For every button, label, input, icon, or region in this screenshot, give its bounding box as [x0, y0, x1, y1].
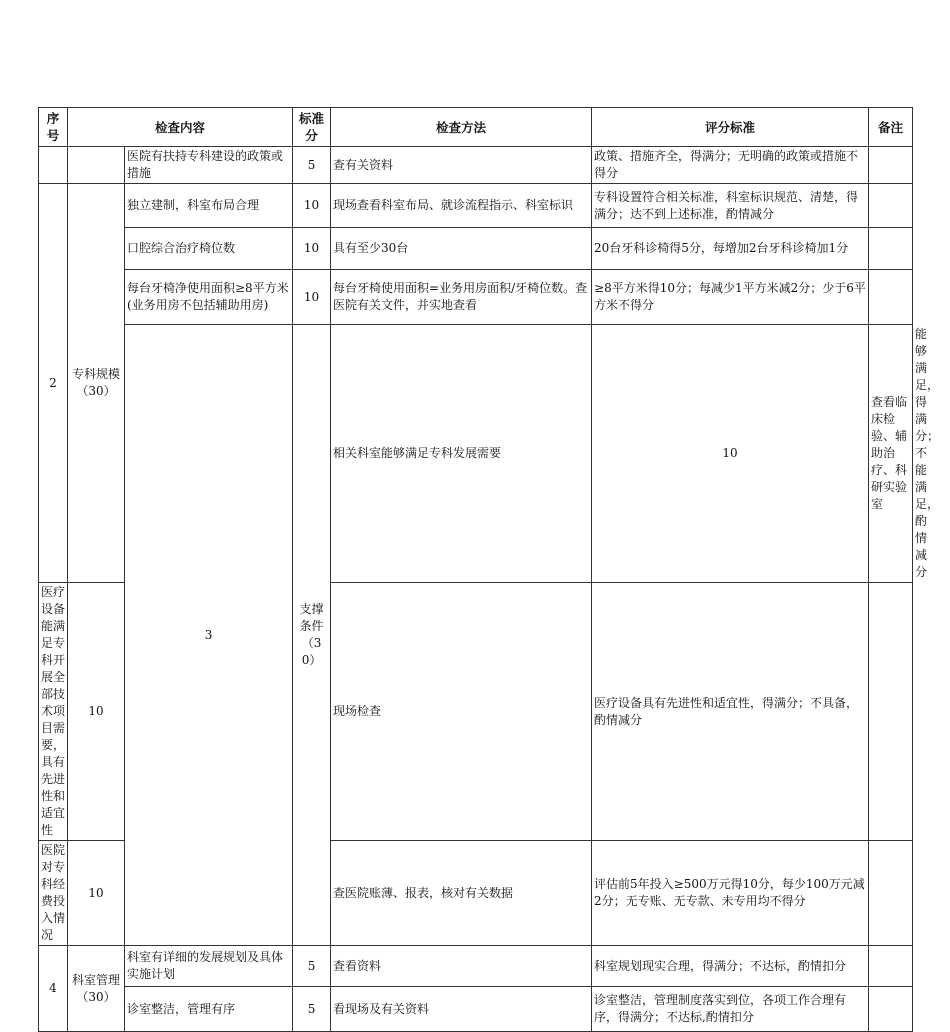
criteria-cell: 评估前5年投入≥500万元得10分，每少100万元减2分；无专账、无专款、未专用均不得分 — [592, 841, 869, 946]
remark-cell — [869, 987, 913, 1032]
group-name — [293, 325, 331, 946]
criteria-cell: 医疗设备具有先进性和适宜性，得满分；不具备，酌情减分 — [592, 583, 869, 841]
remark-cell — [869, 147, 913, 184]
group-points: （30） — [301, 636, 322, 667]
method-cell: 查看资料 — [331, 946, 592, 987]
group-name — [68, 147, 125, 184]
table-row — [39, 147, 913, 184]
criteria-cell: 政策、措施齐全，得满分；无明确的政策或措施不得分 — [592, 147, 869, 184]
criteria-cell: 专科设置符合相关标准，科室标识规范、清楚，得满分；达不到上述标准，酌情减分 — [592, 184, 869, 228]
item-cell: 诊室整洁，管理有序 — [125, 987, 293, 1032]
header-method: 检查方法 — [331, 108, 592, 147]
method-cell: 查医院账薄、报表，核对有关数据 — [331, 841, 592, 946]
score-cell: 10 — [68, 583, 125, 841]
item-cell: 医疗设备能满足专科开展全部技术项目需要，具有先进性和适宜性 — [39, 583, 68, 841]
method-cell: 每台牙椅使用面积=业务用房面积/牙椅位数。查医院有关文件，并实地查看 — [331, 270, 592, 325]
group-title: 支撑条件 — [299, 602, 324, 633]
item-cell: 独立建制，科室布局合理 — [125, 184, 293, 228]
method-cell: 查有关资料 — [331, 147, 592, 184]
header-row — [39, 108, 913, 147]
inspection-table — [38, 107, 940, 1032]
header-remark: 备注 — [869, 108, 913, 147]
score-cell: 5 — [293, 147, 331, 184]
score-cell: 10 — [592, 325, 869, 583]
group-no — [39, 147, 68, 184]
method-cell: 看现场及有关资料 — [331, 987, 592, 1032]
group-no: 4 — [39, 946, 68, 1032]
header-no: 序号 — [39, 108, 68, 147]
group-title: 科室管理 — [71, 972, 120, 987]
score-cell: 10 — [68, 841, 125, 946]
item-cell: 相关科室能够满足专科发展需要 — [331, 325, 592, 583]
table-row — [39, 228, 913, 270]
score-cell: 10 — [293, 184, 331, 228]
remark-cell — [869, 270, 913, 325]
method-cell: 具有至少30台 — [331, 228, 592, 270]
score-cell: 10 — [293, 270, 331, 325]
table-row — [39, 987, 913, 1032]
remark-cell — [869, 184, 913, 228]
group-name — [68, 184, 125, 583]
table-row — [39, 184, 913, 228]
group-no: 2 — [39, 184, 68, 583]
remark-cell — [869, 841, 913, 946]
group-points: （30） — [76, 384, 116, 398]
criteria-cell: 诊室整洁，管理制度落实到位，各项工作合理有序，得满分；不达标,酌情扣分 — [592, 987, 869, 1032]
remark-cell — [869, 583, 913, 841]
score-cell: 10 — [293, 228, 331, 270]
group-name — [68, 946, 125, 1032]
item-cell: 医院对专科经费投入情况 — [39, 841, 68, 946]
method-cell: 现场检查 — [331, 583, 592, 841]
header-score: 标准分 — [293, 108, 331, 147]
item-cell: 科室有详细的发展规划及具体实施计划 — [125, 946, 293, 987]
item-cell: 口腔综合治疗椅位数 — [125, 228, 293, 270]
table-row — [39, 270, 913, 325]
remark-cell — [869, 228, 913, 270]
criteria-cell: 科室规划现实合理，得满分；不达标，酌情扣分 — [592, 946, 869, 987]
header-criteria: 评分标准 — [592, 108, 869, 147]
score-cell: 5 — [293, 946, 331, 987]
method-cell: 现场查看科室布局、就诊流程指示、科室标识 — [331, 184, 592, 228]
remark-cell — [869, 946, 913, 987]
header-content: 检查内容 — [68, 108, 293, 147]
method-cell: 查看临床检验、辅助治疗、科研实验室 — [869, 325, 913, 583]
table-row: 3 支撑条件 （30） 相关科室能够满足专科发展需要 10 查看临床检验、辅助治疗、科研实验室 能够满足，得满分；不能满足，酌情减分 — [39, 325, 913, 583]
group-no: 3 — [125, 325, 293, 946]
criteria-cell: ≥8平方米得10分；每减少1平方米减2分；少于6平方米不得分 — [592, 270, 869, 325]
item-cell: 每台牙椅净使用面积≥8平方米(业务用房不包括辅助用房) — [125, 270, 293, 325]
criteria-cell: 20台牙科诊椅得5分，每增加2台牙科诊椅加1分 — [592, 228, 869, 270]
group-title: 专科规模 — [71, 367, 120, 381]
score-cell: 5 — [293, 987, 331, 1032]
table-row — [39, 946, 913, 987]
group-points: （30） — [76, 989, 116, 1004]
item-cell: 医院有扶持专科建设的政策或措施 — [125, 147, 293, 184]
